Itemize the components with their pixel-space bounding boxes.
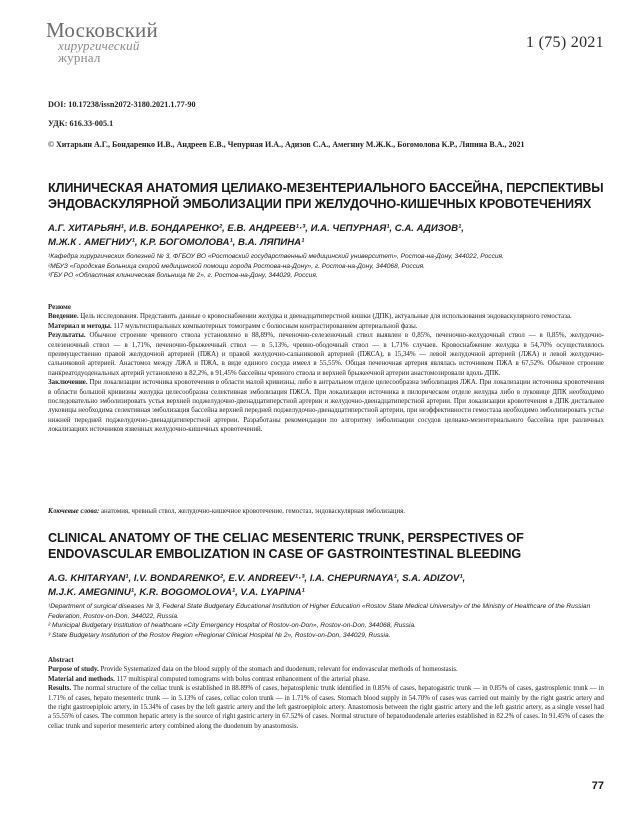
- logo-line-3: журнал: [58, 50, 101, 65]
- authors-en-line2: M.J.K. AMEGNINU¹, K.R. BOGOMOLOVA¹, V.A. LYAPINA¹: [48, 587, 305, 598]
- doi: DOI: 10.17238/issn2072-3180.2021.1.77-90: [48, 100, 196, 109]
- abstract-heading-en: Abstract: [48, 657, 74, 664]
- logo-line-2: хирургический: [58, 38, 140, 53]
- affiliation-ru-3: ³ГБУ РО «Областная клиническая больница № 2», г. Ростов-на-Дону, 344029, Россия.: [48, 272, 318, 280]
- results-text-en: The normal structure of the celiac trunk is established in 88.89% of cases, hepatosplenic trunk identified in 0.85% of cases, hepatogastric trunk — in 0.85% of cases, gastrosplenic trunk — in 1.71% of cases, hepato mesenteric trunk — in 5.13% of cases, celiac colon trunk — in 1.71% of cases. Stomach blood supply in 54.70% of cases was carried out mainly by the right gastric artery and the right gastroepiploic artery, in 15.34% of cases by the left gastric artery and the left gastroepiploic artery. Anastomosis between the right gastric artery and the left gastric artery, as a single vessel had a 55.55% of cases. The common hepatic artery is the source of right gastric artery in 67.52% of cases. Normal structure of hepatoduodenale arteries established in 82.2% of cases. In 91.45% of cases the celiac trunk and superior mesenteric artery combined along the duodenum by anastomosis.: [48, 685, 604, 730]
- udk: УДК: 616.33-005.1: [48, 119, 114, 128]
- affiliation-en-1: ¹Department of surgical diseases № 3, Federal State Budgetary Educational Institution of Higher Education «Rostov State Medical University» of the Ministry of Healthcare of the Russian Federation, Rostov-on-Don, 344022, Russia.: [48, 603, 591, 620]
- affiliation-en-3: ³ State Budgetary Institution of the Rostov Region «Regional Clinical Hospital № 2», Rostov-on-Don, 344029, Russia.: [48, 631, 391, 639]
- logo-line-1: Московский: [46, 18, 158, 42]
- affiliation-en-2: ² Municipal Budgetary Institution of healthcare «City Emergency Hospital of Rostov-on-Don», Rostov-on-Don, 344068, Russia.: [48, 622, 416, 630]
- methods-text-en: 117 multispiral computed tomograms with bolus contrast enhancement of the arterial phase.: [114, 675, 371, 683]
- authors-ru-line2: М.Ж.К . АМЕГНИУ¹, К.Р. БОГОМОЛОВА¹, В.А. ЛЯПИНА¹: [48, 237, 305, 248]
- keywords-ru: [48, 507, 604, 516]
- journal-header: [46, 20, 604, 76]
- conclusion-label-ru: Заключение.: [48, 379, 88, 387]
- keywords-text: анатомия, чревный ствол, желудочно-кишечное кровотечение, гемостаз, эндоваскулярная эмболизация.: [99, 508, 406, 515]
- abstract-en: [48, 656, 604, 731]
- intro-text: Цель исследования. Представить данные о кровоснабжении желудка и двенадцатиперстной кишки (ДПК), актуальные для использования эндоваскулярного гемостаза.: [78, 313, 572, 321]
- authors-en-line1: A.G. KHITARYAN¹, I.V. BONDARENKO², E.V. ANDREEV¹·³, I.A. CHEPURNAYA¹, S.A. ADIZOV¹,: [48, 573, 466, 584]
- methods-text-ru: 117 мультиспиральных компьютерных томограмм с болюсным контрастированием артериальной фазы.: [111, 322, 418, 330]
- keywords-label: Ключевые слова:: [48, 508, 100, 515]
- copyright: © Хитарьян А.Г., Бондаренко И.В., Андреев Е.В., Чепурная И.А., Адизов С.А., Амегниу М.Ж.К., Богомолова К.Р., Ляпина В.А., 2021: [48, 140, 525, 149]
- purpose-text: Provide Systematized data on the blood supply of the stomach and duodenum, relevant for endovascular methods of homeostasis.: [98, 666, 458, 674]
- methods-label-en: Material and methods.: [48, 675, 115, 683]
- affiliations-en: [48, 602, 608, 640]
- authors-ru-line1: А.Г. ХИТАРЬЯН¹, И.В. БОНДАРЕНКО², Е.В. АНДРЕЕВ¹·³, И.А. ЧЕПУРНАЯ¹, С.А. АДИЗОВ¹,: [48, 223, 464, 234]
- issue-number: 1 (75) 2021: [526, 34, 604, 51]
- affiliation-ru-1: ¹Кафедра хирургических болезней № 3, ФГБОУ ВО «Ростовский государственный медицинский университет», Ростов-на-Дону, 344022, Россия.: [48, 253, 504, 260]
- title-en: CLINICAL ANATOMY OF THE CELIAC MESENTERIC TRUNK, PERSPECTIVES OF ENDOVASCULAR EMBOLIZATION IN CASE OF GASTROINTESTINAL BLEEDING: [48, 531, 524, 561]
- title-ru: КЛИНИЧЕСКАЯ АНАТОМИЯ ЦЕЛИАКО-МЕЗЕНТЕРИАЛЬНОГО БАССЕЙНА, ПЕРСПЕКТИВЫ ЭНДОВАСКУЛЯРНОЙ ЭМБОЛИЗАЦИИ ПРИ ЖЕЛУДОЧНО-КИШЕЧНЫХ КРОВОТЕЧЕНИЯХ: [48, 181, 604, 211]
- journal-logo: [46, 20, 196, 76]
- methods-label-ru: Материал и методы.: [48, 322, 112, 330]
- abstract-heading-ru: Резюме: [48, 304, 71, 311]
- results-label-en: Results.: [48, 685, 72, 693]
- abstract-ru: [48, 303, 604, 435]
- purpose-label: Purpose of study.: [48, 666, 99, 674]
- page-number: 77: [591, 780, 604, 792]
- results-label-ru: Результаты.: [48, 332, 86, 340]
- results-text-ru: Обычное строение чревного ствола установлено в 88,89%, печеночно-селезеночный ствол выявлен в 0,85%, печеночно-желудочный ствол — в 0,85%, желудочно-селезеночный ствол — в 1,71%, печеночно-брыжеечный ствол — в 5,13%, чревно-ободочный ствол — в 1,71% случаев. Кровоснабжение желудка в 54,70% осуществлялось преимущественно правой желудочной артерией (ПЖА) и правой желудочно-сальниковой артерией (ПЖСА), в 15,34% — левой желудочной артерией (ЛЖА) и левой желудочно-сальниковой артерией. Анастомоз между ЛЖА и ПЖА, в виде единого сосуда имеел в 55,55%. Общая печеночная артерия являлась источником ПЖА в 67,52%. Обычное строение панкреатодуоденальных артерий установлено в 82,2%, в 91,45% бассейны чревного ствола и верхней брыжеечной артерии анастомозировали вдоль ДПК.: [48, 332, 604, 377]
- affiliations-ru: [48, 252, 608, 281]
- conclusion-text-ru: При локализации источника кровотечения в области малой кривизны, либо в антральном отделе целесообразна эмболизация ЛЖА. При локализации источника кровотечения в области большой кривизны желудка целесообразна селективная эмболизация ПЖСА. При локализации источника в пилорическом отделе желудка либо в луковице ДПК необходимо последовательно эмболизировать устья верхней поджелудочно-двенадцатиперстной артерии и желудочно-двенадцатиперстной артерии. При локализации кровотечения в ДПК дистальнее луковицы необходима селективная эмболизация бассейна верхней передней поджелудочно-двенадцатиперстной артерии, при неэффективности гемостаза необходимо эмболизировать устье нижней передней поджелудочно-двенадцатиперстной артерии. Разработаны рекомендации по алгоритму эмболизации сосудов целиако-мезентериального бассейна при различных локализациях источников язвенных желудочно-кишечных кровотечений.: [48, 379, 604, 434]
- affiliation-ru-2: ²МБУЗ «Городская Больница скорой медицинской помощи города Ростова-на-Дону», г. Ростов-на-Дону, 344068, Россия.: [48, 262, 426, 270]
- intro-label: Введение.: [48, 313, 79, 321]
